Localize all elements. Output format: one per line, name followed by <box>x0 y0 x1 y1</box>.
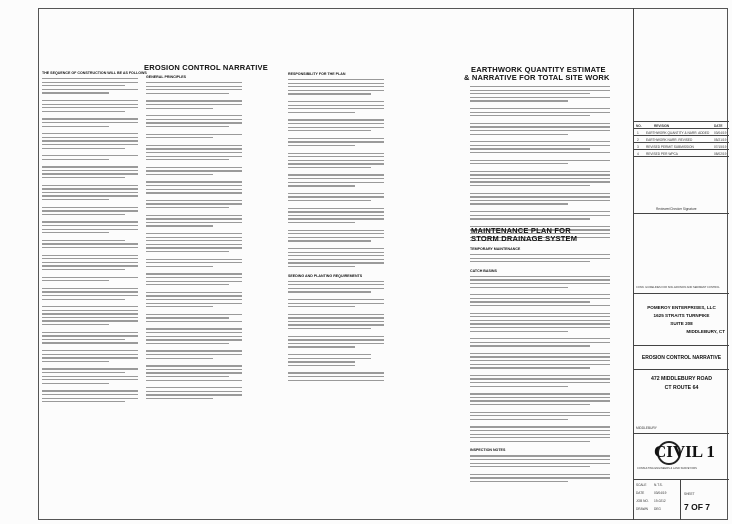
responsibility-heading: RESPONSIBILITY FOR THE PLAN <box>288 72 346 76</box>
revision-row: 3 REVISED PERMIT SUBMISSION 07/15/19 <box>634 143 729 150</box>
revision-header-no: NO. <box>636 124 642 128</box>
firm-logo-block <box>634 434 729 480</box>
revision-row: 4 REVISED PER WPCA 08/02/19 <box>634 150 729 157</box>
client-block <box>634 294 729 346</box>
date-value: 03/04/19 <box>654 491 667 495</box>
job-number-value: 19-0212 <box>654 499 666 503</box>
project-route: CT ROUTE 64 <box>664 385 699 391</box>
code-reference: CONN. GUIDELINES FOR SOIL EROSION AND SEDIMENT CONTROL <box>636 286 720 289</box>
sheet-number: 7 OF 7 <box>684 502 710 512</box>
revision-empty-area <box>634 157 729 214</box>
table-note: Reviewer/Checker Signature <box>656 207 697 211</box>
sheet-title-block <box>634 346 729 370</box>
scale-value: N.T.S. <box>654 483 663 487</box>
project-address: 472 MIDDLEBURY ROAD <box>650 376 713 382</box>
sheet-label: SHEET <box>684 492 695 496</box>
project-town: MIDDLEBURY <box>636 426 657 430</box>
erosion-control-title: EROSION CONTROL NARRATIVE <box>144 63 268 72</box>
sequence-heading: THE SEQUENCE OF CONSTRUCTION WILL BE AS FOLLOWS <box>42 71 147 75</box>
responsibility-column <box>288 72 384 383</box>
firm-tagline: CONSULTING ENGINEERS & LAND SURVEYORS <box>637 467 697 470</box>
client-city: MIDDLEBURY, CT <box>686 329 725 334</box>
sheet-meta-block: SCALE N.T.S. DATE 03/04/19 JOB NO. 19-0212 DRAWN DEG SHEET 7 OF 7 <box>634 480 729 520</box>
catch-basins-heading: CATCH BASINS <box>470 268 497 273</box>
client-name: POMEROY ENTERPRISES, LLC <box>647 305 716 310</box>
title-block <box>633 8 728 520</box>
temporary-maintenance-heading: TEMPORARY MAINTENANCE <box>470 247 521 251</box>
inspection-heading: INSPECTION NOTES <box>470 448 506 453</box>
firm-name: CIVIL 1 <box>654 442 715 461</box>
sequence-column <box>42 71 147 405</box>
earthwork-title-line1: EARTHWORK QUANTITY ESTIMATE <box>471 65 606 74</box>
project-block <box>634 370 729 434</box>
revision-header-date: DATE <box>714 124 723 128</box>
earthwork-column <box>470 86 610 244</box>
revision-header-revision: REVISION <box>654 124 670 128</box>
client-suite: SUITE 208 <box>670 321 693 326</box>
revision-row: 1 EARTHWORK QUANTITY & NARR. ADDED 03/04/19 <box>634 129 729 136</box>
general-principles-column <box>146 75 242 402</box>
earthwork-title-line2: & NARRATIVE FOR TOTAL SITE WORK <box>464 73 610 82</box>
drawn-by-value: DEG <box>654 507 661 511</box>
general-principles-heading: GENERAL PRINCIPLES <box>146 75 187 79</box>
sheet-title: EROSION CONTROL NARRATIVE <box>641 355 722 361</box>
maintenance-title-line1: MAINTENANCE PLAN FOR <box>471 226 571 235</box>
stamp-area <box>634 214 729 294</box>
client-address: 1625 STRAITS TURNPIKE <box>653 313 710 318</box>
revision-header-row <box>634 121 729 129</box>
maintenance-column <box>470 247 610 485</box>
maintenance-title-line2: STORM DRAINAGE SYSTEM <box>471 234 578 243</box>
seeding-heading: SEEDING AND PLANTING REQUIREMENTS <box>288 273 363 278</box>
revision-row: 2 EARTHWORK NARR. REVISED 05/21/19 <box>634 136 729 143</box>
